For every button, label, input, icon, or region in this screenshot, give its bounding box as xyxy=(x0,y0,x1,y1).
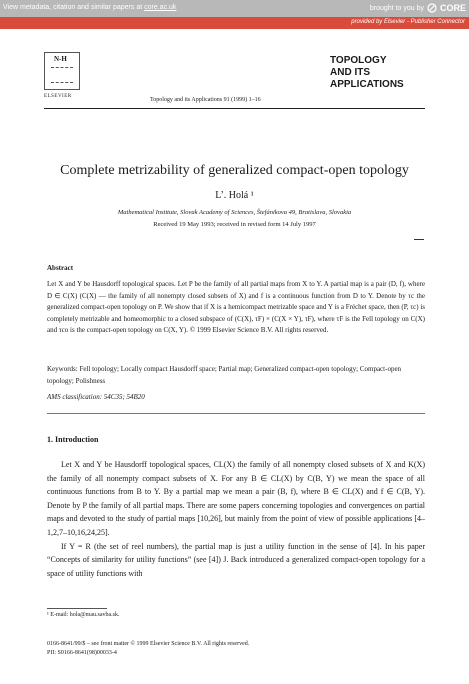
footnote: ¹ E-mail: hola@mau.savba.sk. xyxy=(47,612,120,618)
core-link[interactable]: core.ac.uk xyxy=(144,4,177,11)
provider-bar: provided by Elsevier - Publisher Connector xyxy=(0,17,469,29)
copyright-block xyxy=(47,640,249,658)
intro-paragraph: If Y = R (the set of reel numbers), the partial map is just a utility function in the sense of [4]. In his paper “Concepts of similarity for utility functions” (see [4]) J. Back introduced a generalized compact-open topology for a space of utility functions with xyxy=(47,541,425,578)
core-brand: brought to you by CORE xyxy=(369,3,466,13)
abstract-divider xyxy=(47,413,425,414)
journal-reference: Topology and its Applications 91 (1999) 1–16 xyxy=(150,97,261,103)
keywords: Keywords: Fell topology; Locally compact Hausdorff space; Partial map; Generalized compact-open topology; Compact-open topology; Polishness xyxy=(47,365,402,385)
received-dates: Received 19 May 1993; received in revised form 14 July 1997 xyxy=(153,221,316,228)
footnote-divider xyxy=(47,608,107,609)
section-heading-introduction: 1. Introduction xyxy=(47,435,99,444)
ams-classification: AMS classification: 54C35; 54B20 xyxy=(47,393,145,401)
dash-mark xyxy=(414,239,424,240)
copyright-line: 0166-8641/99/$ – see front matter © 1999 Elsevier Science B.V. All rights reserved. xyxy=(47,641,250,647)
article-title: Complete metrizability of generalized compact-open topology xyxy=(60,163,409,178)
intro-paragraph: Let X and Y be Hausdorff topological spaces, CL(X) the family of all nonempty closed subsets of X and K(X) the family of all nonempty compact subsets of X. For any B ∈ CL(X) by C(B, Y) we mean the space of all continuous functions from B to Y. By a partial map we mean a pair (B, f), where B ∈ CL(X) and f ∈ C(B, Y). Denote by P the family of all partial maps. There are some papers concerning topologies and convergences on partial maps and devoted to the study of partial maps [10,26], but mainly from the point of view of possible applications [4–1,2,7–10,16,24,25]. xyxy=(47,460,425,537)
article-author: L’. Holá ¹ xyxy=(215,190,254,201)
metadata-notice: View metadata, citation and similar papers at core.ac.uk xyxy=(3,4,177,11)
core-top-bar xyxy=(0,0,469,17)
logo-ornament-icon xyxy=(51,67,73,83)
core-logo-text: CORE xyxy=(439,3,466,13)
journal-title: TOPOLOGY AND ITS APPLICATIONS xyxy=(330,55,404,90)
abstract-heading: Abstract xyxy=(47,264,74,272)
abstract-text: Let X and Y be Hausdorff topological spaces. Let P be the family of all partial maps from X to Y. A partial map is a pair (D, f), where D ∈ C(X) (C(X) — the family of all nonempty closed subsets of X) and f is a continuous function from D to Y. Denote by τc the generalized compact-open topology on P. We show that if X is a hemicompact metrizable space and Y is a Fréchet space, then (P, τc) is completely metrizable and homeomorphic to a closed subspace of (C(X), τF) × (C(X × Y), τF), where τF is the Fell topology on C(X) and τco is the compact-open topology on C(X, Y). © 1999 Elsevier Science B.V. All rights reserved. xyxy=(47,280,425,335)
pii-line: PII: S0166-8641(98)00033-4 xyxy=(47,650,117,656)
introduction-body xyxy=(47,458,425,580)
publisher-logo xyxy=(44,52,80,90)
publisher-logo-text: N-H xyxy=(54,55,67,63)
publisher-name: ELSEVIER xyxy=(44,94,72,99)
core-logo-icon xyxy=(427,3,437,13)
header-divider xyxy=(44,108,425,109)
author-affiliation: Mathematical Institute, Slovak Academy of Sciences, Štefánikova 49, Bratislava, Slovakia xyxy=(117,209,352,216)
